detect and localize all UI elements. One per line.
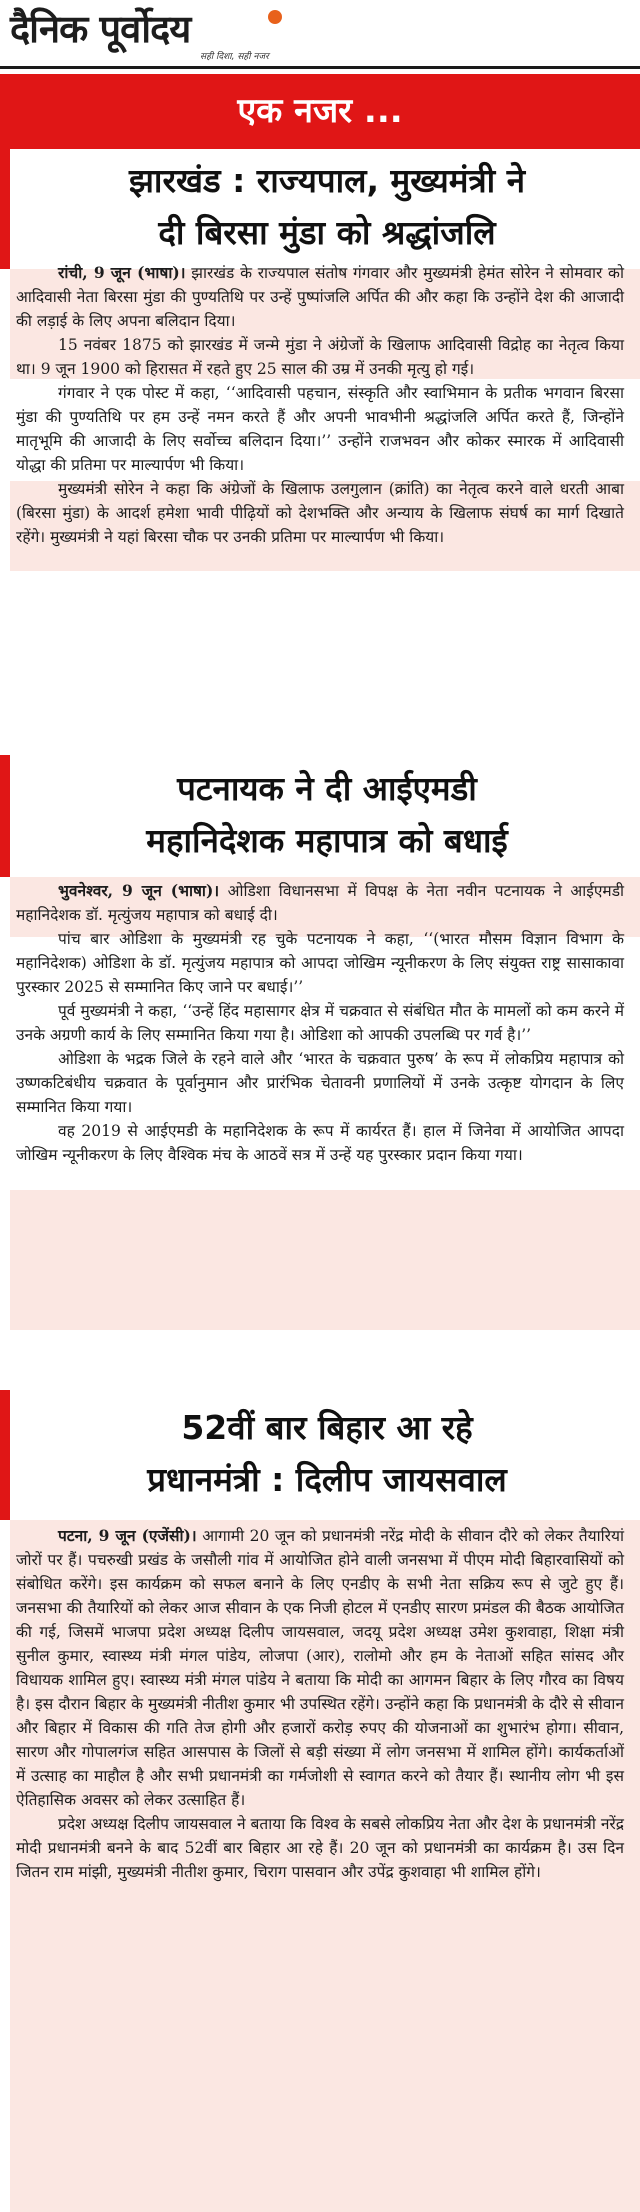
article-paragraph: भुवनेश्वर, 9 जून (भाषा)। ओडिशा विधानसभा में विपक्ष के नेता नवीन पटनायक ने आईएमडी महानिदेशक डॉ. मृत्युंजय महापात्र को बधाई दी।	[16, 881, 624, 924]
section-banner	[0, 74, 640, 149]
article-paragraph: गंगवार ने एक पोस्ट में कहा, ‘‘आदिवासी पहचान, संस्कृति और स्वाभिमान के प्रतीक भगवान बिरसा मुंडा की पुण्यतिथि पर हम उन्हें नमन करते हैं और अपनी भावभीनी श्रद्धांजलि अर्पित करते हैं, जिन्होंने मातृभूमि की आजादी के लिए सर्वोच्च बलिदान दिया।’’ उन्होंने राजभवन और कोकर स्मारक में आदिवासी योद्धा की प्रतिमा पर माल्यार्पण भी किया।	[16, 384, 624, 474]
article-paragraph: वह 2019 से आईएमडी के महानिदेशक के रूप में कार्यरत हैं। हाल में जिनेवा में आयोजित आपदा जोखिम न्यूनीकरण के लिए वैश्विक मंच के आठवें सत्र में उन्हें यह पुरस्कार प्रदान किया गया।	[16, 1122, 624, 1164]
logo-tagline: सही दिशा, सही नजर	[200, 52, 269, 62]
article-paragraph: पटना, 9 जून (एजेंसी)। आगामी 20 जून को प्रधानमंत्री नरेंद्र मोदी के सीवान दौरे को लेकर तैयारियां जोरों पर हैं। पचरुखी प्रखंड के जसौली गांव में आयोजित होने वाली जनसभा में पीएम मोदी बिहारवासियों को संबोधित करेंगे। इस कार्यक्रम को सफल बनाने के लिए एनडीए के सभी नेता सक्रिय रूप से जुटे हुए हैं। जनसभा की तैयारियों को लेकर आज सीवान के एक निजी होटल में एनडीए सारण प्रमंडल की बैठक आयोजित की गई, जिसमें भाजपा प्रदेश अध्यक्ष दिलीप जायसवाल, जदयू प्रदेश अध्यक्ष उमेश कुशवाहा, शिक्षा मंत्री सुनील कुमार, स्वास्थ्य मंत्री मंगल पांडेय, लोजपा (आर), रालोमो और हम के नेताओं सहित सांसद और विधायक शामिल हुए। स्वास्थ्य मंत्री मंगल पांडेय ने बताया कि मोदी का आगमन बिहार के लिए गौरव का विषय है। इस दौरान बिहार के मुख्यमंत्री नीतीश कुमार भी उपस्थित रहेंगे। उन्होंने कहा कि प्रधानमंत्री के दौरे से सीवान और बिहार में विकास की गति तेज होगी और हजारों करोड़ रुपए की योजनाओं का शुभारंभ होगा। सीवान, सारण और गोपालगंज सहित आसपास के जिलों से बड़ी संख्या में लोग जनसभा में शामिल होंगे। कार्यकर्ताओं में उत्साह का माहौल है और सभी प्रधानमंत्री का गर्मजोशी से स्वागत करने को तैयार हैं। स्थानीय लोग भी इस ऐतिहासिक अवसर को लेकर उत्साहित हैं।	[16, 1526, 624, 1809]
article-body	[16, 1524, 624, 1884]
article-paragraph: प्रदेश अध्यक्ष दिलीप जायसवाल ने बताया कि विश्व के सबसे लोकप्रिय नेता और देश के प्रधानमंत्री नरेंद्र मोदी प्रधानमंत्री बनने के बाद 52वीं बार बिहार आ रहे हैं। 20 जून को प्रधानमंत्री का कार्यक्रम है। उस दिन जितन राम मांझी, मुख्यमंत्री नीतीश कुमार, चिराग पासवान और उपेंद्र कुशवाहा भी शामिल होंगे।	[16, 1815, 624, 1881]
article-paragraph: पांच बार ओडिशा के मुख्यमंत्री रह चुके पटनायक ने कहा, ‘‘(भारत मौसम विज्ञान विभाग के महानिदेशक) ओडिशा के डॉ. मृत्युंजय महापात्र को आपदा जोखिम न्यूनीकरण के लिए संयुक्त राष्ट्र सासाकावा पुरस्कार 2025 से सम्मानित किए जाने पर बधाई।’’	[16, 930, 624, 996]
masthead	[0, 0, 640, 78]
logo-dot	[268, 10, 282, 24]
article-paragraph: मुख्यमंत्री सोरेन ने कहा कि अंग्रेजों के खिलाफ उलगुलान (क्रांति) का नेतृत्व करने वाले धरती आबा (बिरसा मुंडा) के आदर्श हमेशा भावी पीढ़ियों को देशभक्ति और अन्याय के खिलाफ संघर्ष का मार्ग दिखाते रहेंगे। मुख्यमंत्री ने यहां बिरसा चौक पर उनकी प्रतिमा पर माल्यार्पण भी किया।	[16, 480, 624, 546]
newspaper-logo: दैनिक पूर्वोदय	[10, 7, 191, 51]
article-paragraph: रांची, 9 जून (भाषा)। झारखंड के राज्यपाल संतोष गंगवार और मुख्यमंत्री हेमंत सोरेन ने सोमवार को आदिवासी नेता बिरसा मुंडा की पुण्यतिथि पर उन्हें पुष्पांजलि अर्पित की और कहा कि उन्होंने देश की आजादी की लड़ाई के लिए अपना बलिदान दिया।	[16, 263, 624, 330]
article-paragraph: पूर्व मुख्यमंत्री ने कहा, ‘‘उन्हें हिंद महासागर क्षेत्र में चक्रवात से संबंधित मौत के मामलों को कम करने में उनके अग्रणी कार्य के लिए सम्मानित किया गया है। ओडिशा को आपकी उपलब्धि पर गर्व है।’’	[16, 1002, 624, 1044]
article-patnaik	[0, 755, 640, 1390]
section-title: एक नजर ...	[237, 91, 403, 131]
article-body	[16, 261, 624, 549]
article-headline: 52वीं बार बिहार आ रहे प्रधानमंत्री : दिलीप जायसवाल	[147, 1408, 507, 1499]
article-paragraph: 15 नवंबर 1875 को झारखंड में जन्मे मुंडा ने अंग्रेजों के खिलाफ आदिवासी विद्रोह का नेतृत्व किया था। 9 जून 1900 को हिरासत में रहते हुए 25 साल की उम्र में उनकी मृत्यु हो गई।	[16, 336, 624, 378]
article-dateline: रांची, 9 जून (भाषा)।	[58, 263, 186, 282]
headline-accent-bar	[0, 149, 10, 269]
article-headline: पटनायक ने दी आईएमडी महानिदेशक महापात्र को बधाई	[146, 769, 508, 860]
article-dateline: पटना, 9 जून (एजेंसी)।	[58, 1526, 197, 1545]
headline-accent-bar	[0, 1390, 10, 1520]
article-bihar	[0, 1390, 640, 2212]
article-dateline: भुवनेश्वर, 9 जून (भाषा)।	[58, 881, 220, 900]
article-paragraph: ओडिशा के भद्रक जिले के रहने वाले और ‘भारत के चक्रवात पुरुष’ के रूप में लोकप्रिय महापात्र को उष्णकटिबंधीय चक्रवात के पूर्वानुमान और प्रारंभिक चेतावनी प्रणालियों में उनके उत्कृष्ट योगदान के लिए सम्मानित किया गया।	[16, 1050, 624, 1116]
headline-accent-bar	[0, 755, 10, 877]
shaded-band	[10, 1190, 640, 1330]
article-headline: झारखंड : राज्यपाल, मुख्यमंत्री ने दी बिरसा मुंडा को श्रद्धांजलि	[128, 161, 526, 252]
masthead-rule	[0, 66, 640, 69]
article-jharkhand	[0, 149, 640, 755]
article-body	[16, 879, 624, 1167]
